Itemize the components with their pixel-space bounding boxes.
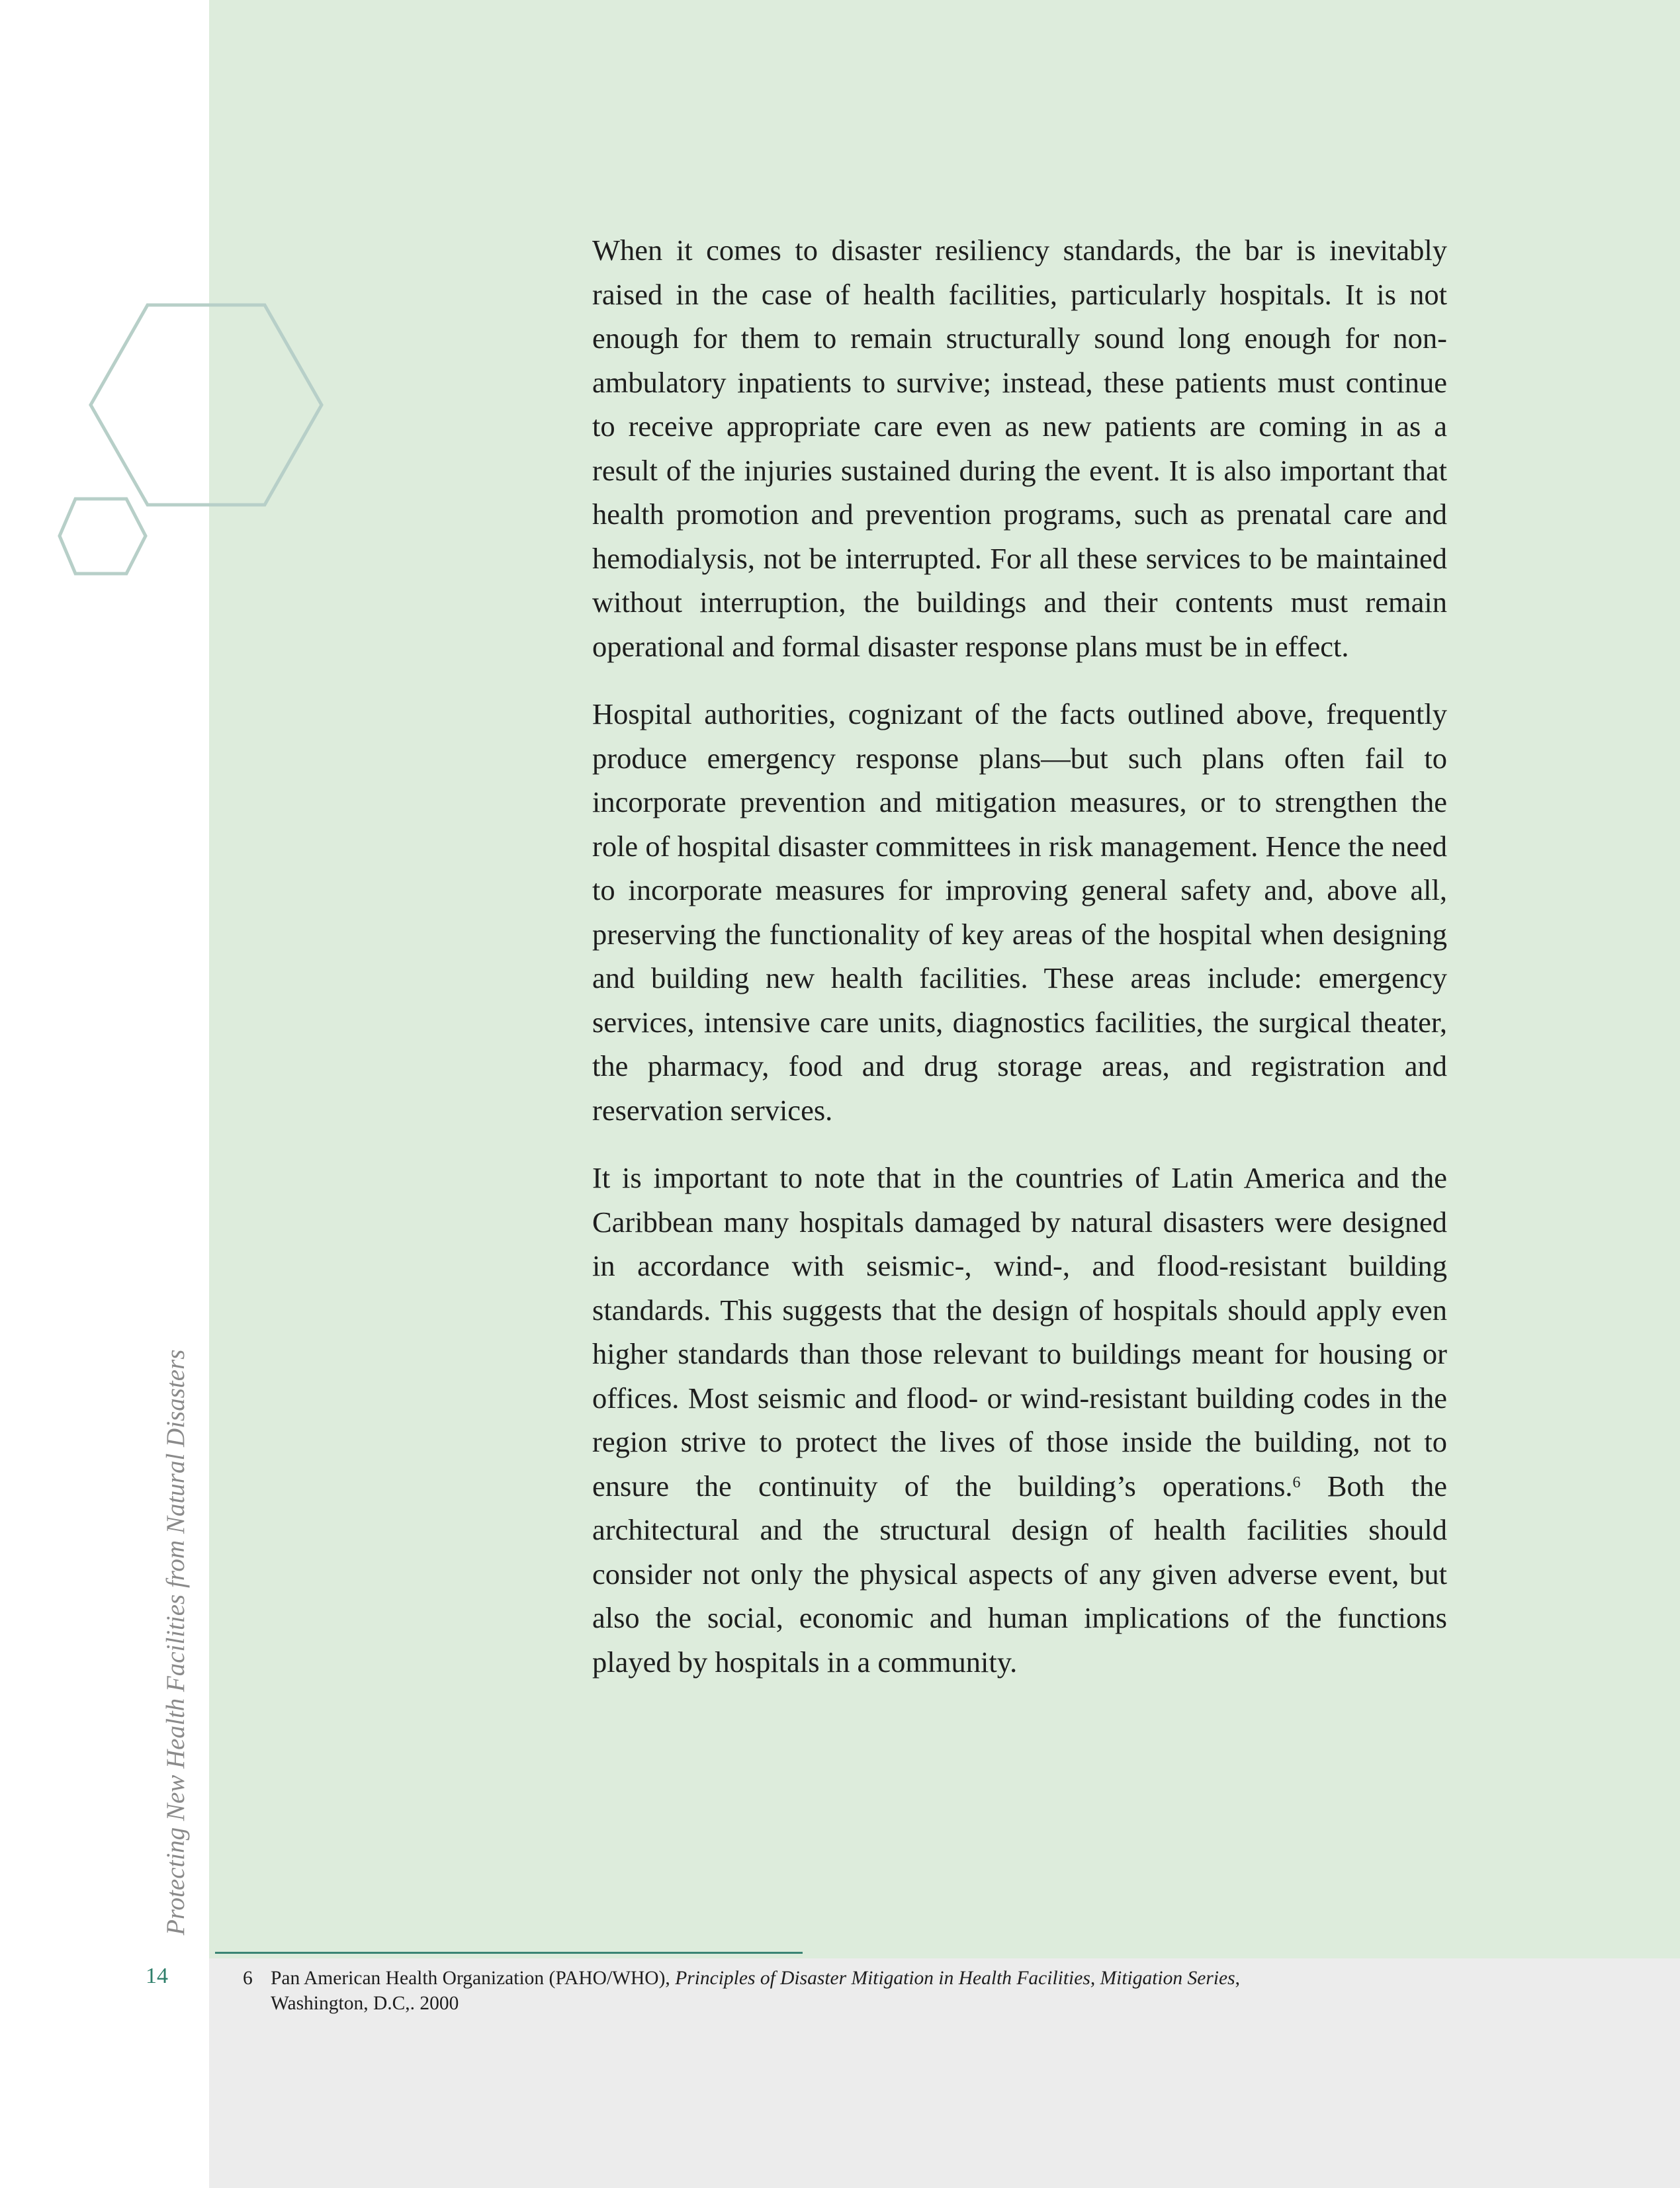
footnote-number: 6 <box>243 1968 253 1989</box>
paragraph-3-text-part-2: Both the architectural and the structural design of health facilities should consider not only the physical aspects of any given adverse event, but also the social, economic and human implications of the functions played by hospitals in a community. <box>592 1469 1447 1679</box>
footnote-line-1 <box>243 1966 1368 1991</box>
paragraph-3-text-part-1: It is important to note that in the countries of Latin America and the Caribbean many hospitals damaged by natural disasters were designed in accordance with seismic-, wind-, and flood-resistant building standards. This suggests that the design of hospitals should apply even higher standards than those relevant to buildings meant for housing or offices. Most seismic and flood- or wind-resistant building codes in the region strive to protect the lives of those inside the building, not to ensure the continuity of the building’s operations. <box>592 1161 1447 1503</box>
footnote-punctuation: , <box>1235 1968 1240 1989</box>
paragraph-1: When it comes to disaster resiliency standards, the bar is inevitably raised in the case of health facilities, particularly hospitals. It is not enough for them to remain structurally sound long enough for non-ambulatory inpatients to survive; instead, these patients must continue to receive appropriate care even as new patients are coming in as a result of the injuries sustained during the event. It is also important that health promotion and prevention programs, such as prenatal care and hemodialysis, not be interrupted. For all these services to be maintained without interruption, the buildings and their contents must remain operational and formal disaster response plans must be in effect. <box>592 234 1447 663</box>
hexagon-decoration <box>53 301 331 579</box>
small-hexagon-shape <box>60 499 146 574</box>
paragraph-2: Hospital authorities, cognizant of the facts outlined above, frequently produce emergency response plans—but such plans often fail to incorporate prevention and mitigation measures, or to strengthen the role of hospital disaster committees in risk management. Hence the need to incorporate measures for improving general safety and, above all, preserving the functionality of key areas of the hospital when designing and building new health facilities. These areas include: emergency services, intensive care units, diagnostics facilities, the surgical theater, the pharmacy, food and drug storage areas, and registration and reservation services. <box>592 697 1447 1127</box>
footnote-line-2: Washington, D.C,. 2000 <box>271 1993 459 2014</box>
footnote-publication-title: Principles of Disaster Mitigation in Health Facilities, Mitigation Series <box>675 1968 1235 1989</box>
footnote-divider <box>215 1952 803 1954</box>
running-title: Protecting New Health Facilities from Natural Disasters <box>161 1349 190 1935</box>
footnote-text: Pan American Health Organization (PAHO/WHO), <box>271 1968 676 1989</box>
page-number: 14 <box>146 1964 168 1988</box>
footnote-reference: 6 <box>1292 1473 1301 1491</box>
main-text-column <box>592 228 1447 1708</box>
paragraph-3 <box>592 1156 1447 1684</box>
footnote <box>243 1966 1368 2016</box>
large-hexagon-shape <box>91 305 322 505</box>
